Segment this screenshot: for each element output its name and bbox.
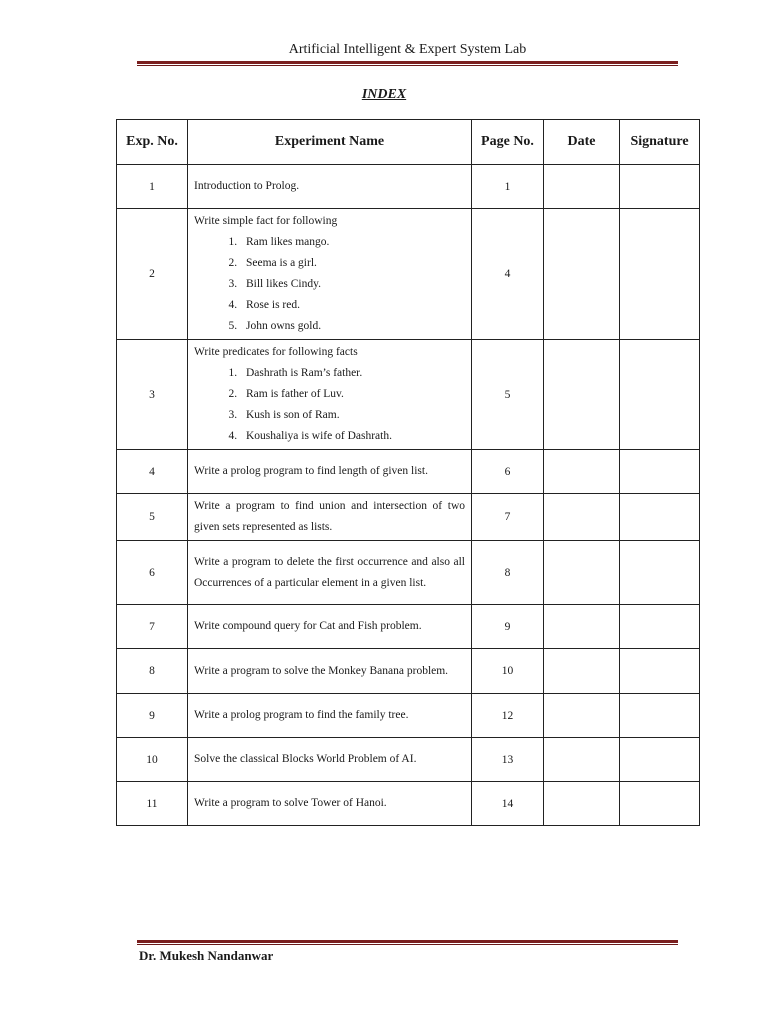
table-row: [117, 694, 700, 738]
date-cell: [544, 738, 620, 782]
list-item: 3. Kush is son of Ram.: [240, 405, 465, 426]
signature-cell: [620, 605, 700, 649]
page-no-cell: 7: [472, 494, 544, 541]
signature-cell: [620, 694, 700, 738]
header-rule: [137, 61, 678, 66]
page-no-cell: 10: [472, 649, 544, 694]
page-no-cell: 6: [472, 450, 544, 494]
date-cell: [544, 541, 620, 605]
signature-cell: [620, 209, 700, 340]
date-cell: [544, 450, 620, 494]
experiment-name-cell: Solve the classical Blocks World Problem of AI.: [188, 738, 472, 782]
exp-no-cell: 5: [117, 494, 188, 541]
list-item: 2. Seema is a girl.: [240, 253, 465, 274]
footer-rule: [137, 940, 678, 945]
experiment-name-cell: Write a program to delete the first occurrence and also all Occurrences of a particular element in a given list.: [188, 541, 472, 605]
column-header-exp-no: Exp. No.: [117, 120, 188, 165]
list-item: 5. John owns gold.: [240, 316, 465, 337]
table-header-row: [117, 120, 700, 165]
list-item: 2. Ram is father of Luv.: [240, 384, 465, 405]
exp-no-cell: 11: [117, 782, 188, 826]
table-row: [117, 605, 700, 649]
page-header-title: Artificial Intelligent & Expert System Lab: [288, 42, 527, 57]
footer-rule-thin: [137, 944, 678, 945]
footer-author: Dr. Mukesh Nandanwar: [139, 948, 274, 963]
table-row: [117, 649, 700, 694]
exp-no-cell: 10: [117, 738, 188, 782]
signature-cell: [620, 738, 700, 782]
date-cell: [544, 340, 620, 450]
experiment-name-cell: Introduction to Prolog.: [188, 165, 472, 209]
date-cell: [544, 694, 620, 738]
page-no-cell: 14: [472, 782, 544, 826]
signature-cell: [620, 649, 700, 694]
page-no-cell: 12: [472, 694, 544, 738]
date-cell: [544, 494, 620, 541]
experiment-name-cell: Write a program to solve Tower of Hanoi.: [188, 782, 472, 826]
page-no-cell: 8: [472, 541, 544, 605]
list-item: 1. Ram likes mango.: [240, 232, 465, 253]
signature-cell: [620, 165, 700, 209]
experiment-item-list: [194, 232, 465, 337]
column-header-experiment-name: Experiment Name: [188, 120, 472, 165]
signature-cell: [620, 340, 700, 450]
list-item: 3. Bill likes Cindy.: [240, 274, 465, 295]
exp-no-cell: 4: [117, 450, 188, 494]
header-rule-thin: [137, 65, 678, 66]
date-cell: [544, 605, 620, 649]
page-no-cell: 1: [472, 165, 544, 209]
table-row: [117, 541, 700, 605]
experiment-name-cell: Write a prolog program to find the family tree.: [188, 694, 472, 738]
index-heading: INDEX: [361, 87, 407, 102]
table-row: [117, 782, 700, 826]
table-row: [117, 209, 700, 340]
experiment-name-cell: Write compound query for Cat and Fish problem.: [188, 605, 472, 649]
experiment-name-cell: Write a program to find union and intersection of two given sets represented as lists.: [188, 494, 472, 541]
date-cell: [544, 649, 620, 694]
exp-no-cell: 7: [117, 605, 188, 649]
exp-no-cell: 1: [117, 165, 188, 209]
signature-cell: [620, 450, 700, 494]
list-item: 1. Dashrath is Ram’s father.: [240, 363, 465, 384]
experiment-intro: Write predicates for following facts: [194, 346, 358, 358]
table-row: [117, 165, 700, 209]
exp-no-cell: 9: [117, 694, 188, 738]
signature-cell: [620, 541, 700, 605]
date-cell: [544, 782, 620, 826]
experiment-name-cell: [188, 340, 472, 450]
exp-no-cell: 6: [117, 541, 188, 605]
list-item: 4. Koushaliya is wife of Dashrath.: [240, 426, 465, 447]
experiment-name-cell: Write a prolog program to find length of given list.: [188, 450, 472, 494]
page-no-cell: 9: [472, 605, 544, 649]
column-header-signature: Signature: [620, 120, 700, 165]
index-table: [116, 119, 700, 826]
footer-rule-thick: [137, 940, 678, 943]
exp-no-cell: 3: [117, 340, 188, 450]
signature-cell: [620, 782, 700, 826]
page-no-cell: 4: [472, 209, 544, 340]
signature-cell: [620, 494, 700, 541]
table-row: [117, 494, 700, 541]
exp-no-cell: 8: [117, 649, 188, 694]
page-no-cell: 5: [472, 340, 544, 450]
date-cell: [544, 209, 620, 340]
experiment-intro: Write simple fact for following: [194, 215, 338, 227]
exp-no-cell: 2: [117, 209, 188, 340]
experiment-item-list: [194, 363, 465, 447]
page-no-cell: 13: [472, 738, 544, 782]
table-row: [117, 738, 700, 782]
list-item: 4. Rose is red.: [240, 295, 465, 316]
table-row: [117, 450, 700, 494]
date-cell: [544, 165, 620, 209]
experiment-name-cell: [188, 209, 472, 340]
column-header-page-no: Page No.: [472, 120, 544, 165]
experiment-name-cell: Write a program to solve the Monkey Banana problem.: [188, 649, 472, 694]
header-rule-thick: [137, 61, 678, 64]
table-row: [117, 340, 700, 450]
column-header-date: Date: [544, 120, 620, 165]
